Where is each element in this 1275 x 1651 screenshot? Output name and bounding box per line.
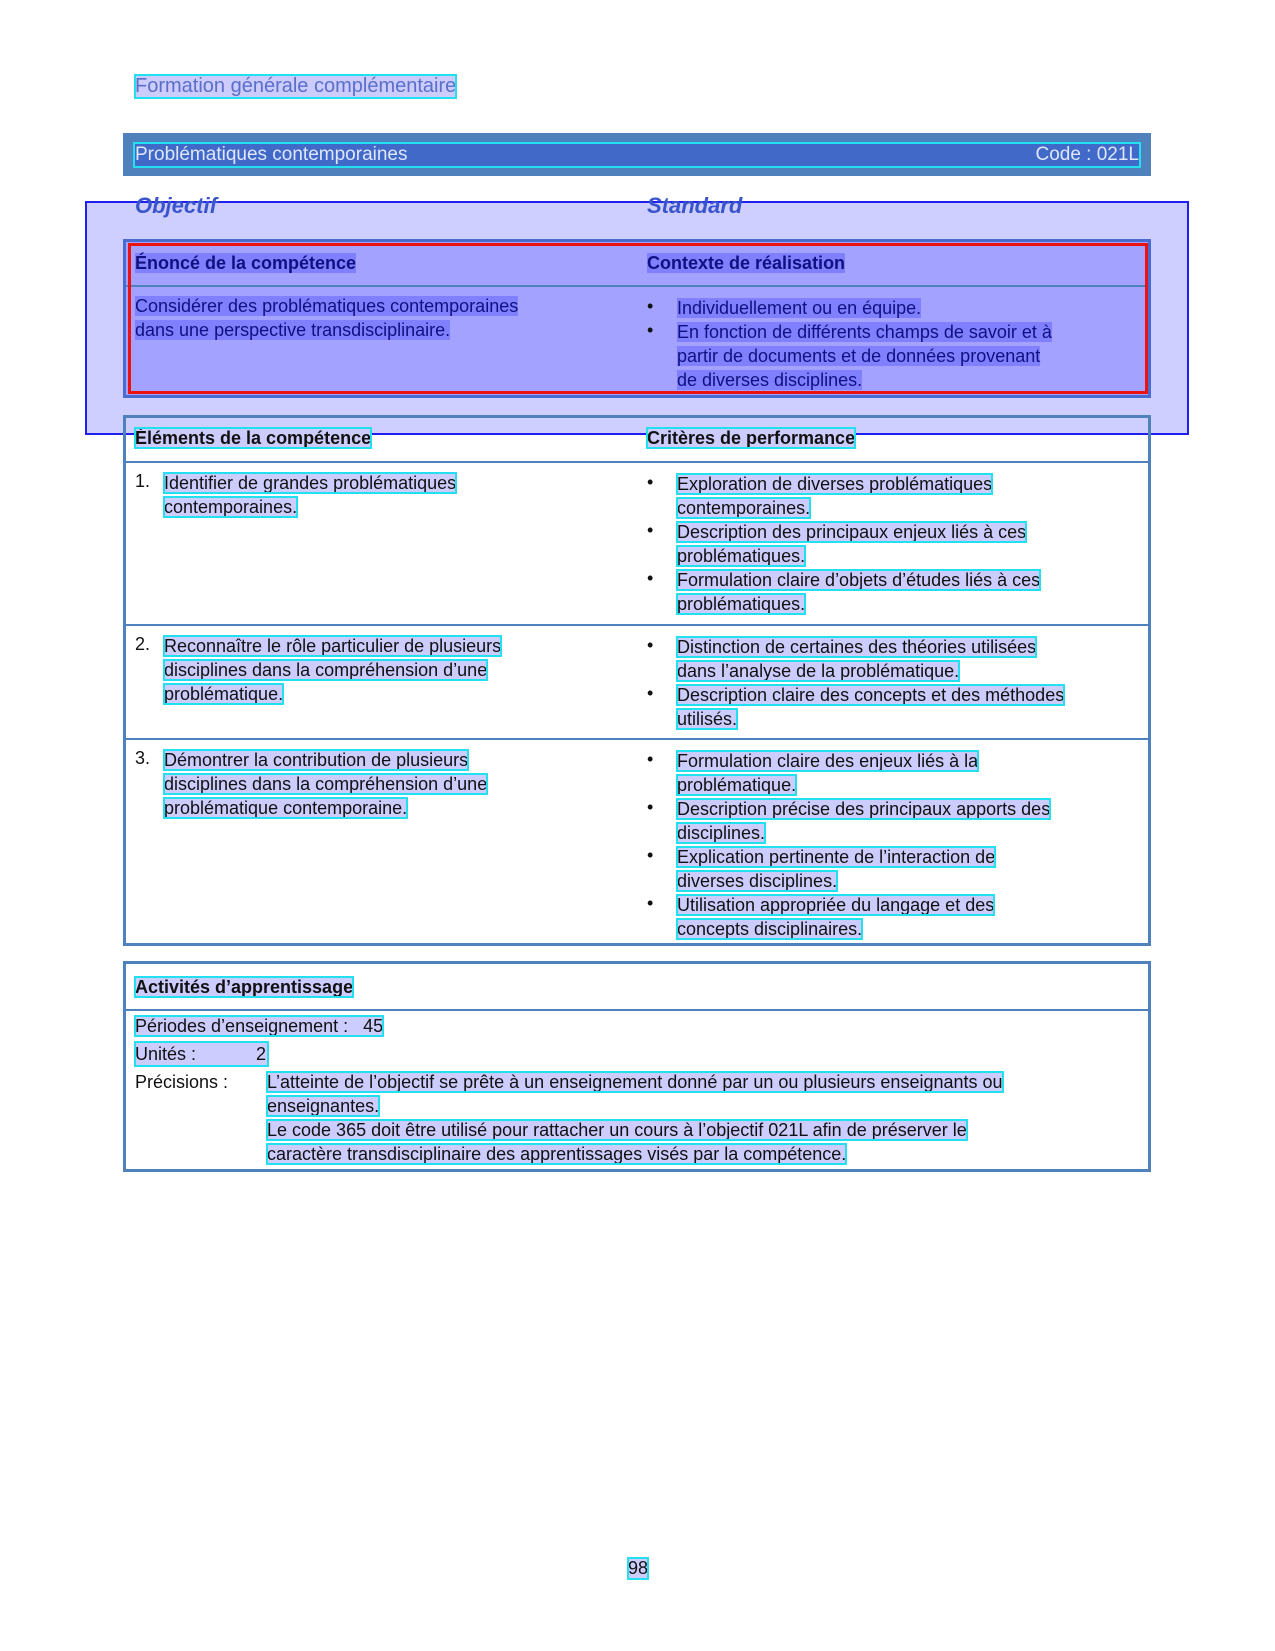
elements-header: Éléments de la compétence <box>135 428 372 448</box>
course-code: Code : 021L <box>1035 144 1139 165</box>
context-header: Contexte de réalisation <box>647 253 846 273</box>
periods-field: Périodes d’enseignement : 45 <box>135 1016 384 1036</box>
details-label: Précisions : <box>135 1072 229 1092</box>
competence-header: Énoncé de la compétence <box>135 253 357 273</box>
criterion-item: • Formulation claire d’objets d’études liés à ces problématiques. <box>647 568 1041 614</box>
criteria-header: Critères de performance <box>647 428 856 448</box>
criterion-item: • Description claire des concepts et des méthodes utilisés. <box>647 683 1065 729</box>
bullet-icon: • <box>647 683 654 703</box>
criterion-item: • Exploration de diverses problématiques contemporaines. <box>647 472 993 518</box>
activities-table <box>123 961 1151 1172</box>
bullet-icon: • <box>647 749 654 769</box>
units-field: Unités : 2 <box>135 1044 266 1064</box>
criterion-item: • Description précise des principaux apports des disciplines. <box>647 797 1051 843</box>
course-header-bar <box>123 133 1151 176</box>
course-name: Problématiques contemporaines <box>135 144 408 165</box>
criterion-item: • Distinction de certaines des théories utilisées dans l’analyse de la problématique. <box>647 635 1037 681</box>
bullet-icon: • <box>647 520 654 540</box>
page-number: 98 <box>628 1558 649 1578</box>
highlight-box <box>128 243 1148 394</box>
table-row: 2. Reconnaître le rôle particulier de plusieurs disciplines dans la compréhension d’une problématique. • Distinction de certaines des théories utilisées dans l’analyse de la problématique. • Description claire des concepts et des méthodes utilisés. <box>126 626 1148 740</box>
criterion-item: • Explication pertinente de l’interaction de diverses disciplines. <box>647 845 996 891</box>
table-row: 1. Identifier de grandes problématiques contemporaines. • Exploration de diverses problématiques contemporaines. • Description des principaux enjeux liés à ces problématiques. • Formulation claire d’objets d’études liés à ces problématiques. <box>126 463 1148 626</box>
bullet-icon: • <box>647 320 654 340</box>
bullet-icon: • <box>647 893 654 913</box>
details-text: L’atteinte de l’objectif se prête à un enseignement donné par un ou plusieurs enseignants ou enseignantes. Le code 365 doit être utilisé pour rattacher un cours à l’objectif 021L afin de préserver le caractère transdisciplinaire des apprentissages visés par la compétence. <box>267 1072 1003 1164</box>
table-row: 3. Démontrer la contribution de plusieurs disciplines dans la compréhension d’une problématique contemporaine. • Formulation claire des enjeux liés à la problématique. • Description précise des principaux apports des disciplines. • Explication pertinente de l’interaction de diverses disciplines. • Utilisation appropriée du langage et des concepts disciplinaires. <box>126 740 1148 945</box>
criterion-item: • Utilisation appropriée du langage et des concepts disciplinaires. <box>647 893 995 939</box>
bullet-icon: • <box>647 797 654 817</box>
bullet-icon: • <box>647 568 654 588</box>
bullet-icon: • <box>647 472 654 492</box>
standard-label: Standard <box>647 193 743 218</box>
bullet-icon: • <box>647 296 654 316</box>
context-item: • En fonction de différents champs de savoir et à partir de documents et de données provenant de diverses disciplines. <box>647 320 1052 390</box>
activities-header: Activités d’apprentissage <box>135 977 354 997</box>
bullet-icon: • <box>647 845 654 865</box>
elements-table <box>123 415 1151 946</box>
document-title: Formation générale complémentaire <box>135 75 457 97</box>
criterion-item: • Formulation claire des enjeux liés à la problématique. <box>647 749 979 795</box>
context-item: • Individuellement ou en équipe. <box>647 296 922 318</box>
criterion-item: • Description des principaux enjeux liés à ces problématiques. <box>647 520 1027 566</box>
competence-statement: Considérer des problématiques contemporaines dans une perspective transdisciplinaire. <box>135 296 519 340</box>
objective-label: Objectif <box>135 193 217 218</box>
bullet-icon: • <box>647 635 654 655</box>
